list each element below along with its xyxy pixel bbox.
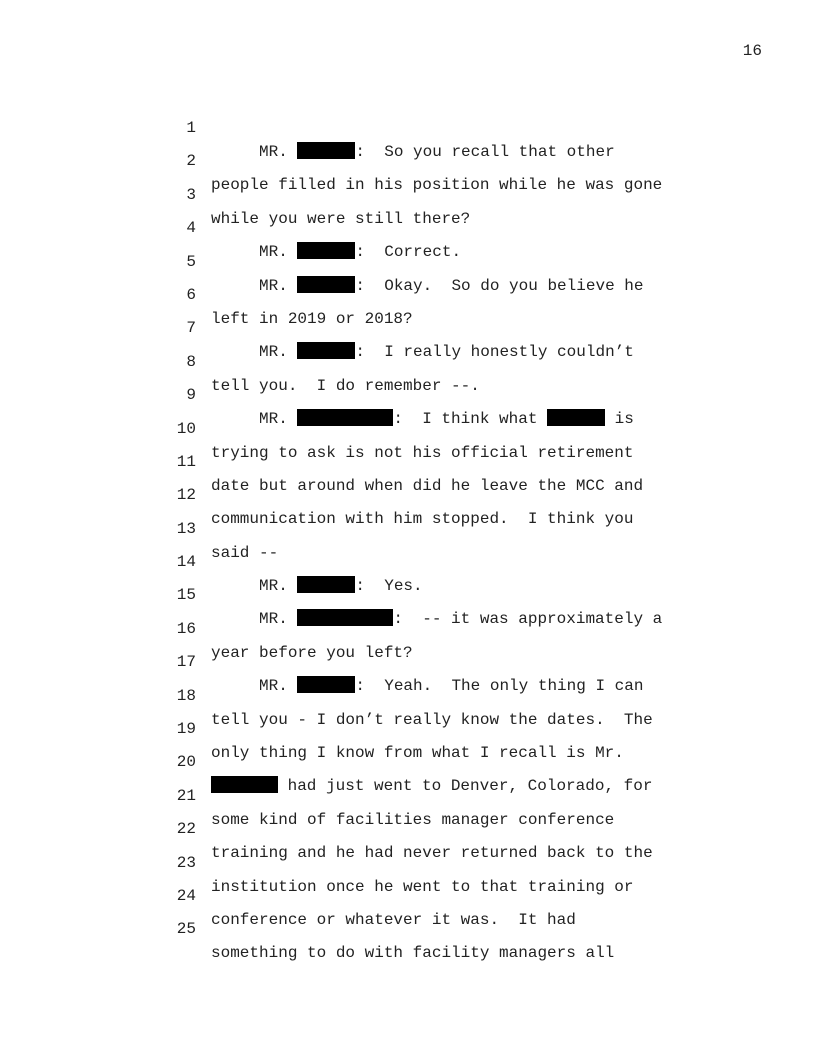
transcript-line (0, 292, 816, 362)
line-text: had just went to Denver, Colorado, for (211, 774, 652, 798)
line-text: something to do with facility managers all (211, 944, 615, 963)
line-text: only thing I know from what I recall is Mr. (211, 744, 624, 763)
line-text: said -- (211, 543, 279, 562)
line-number: 12 (176, 486, 196, 505)
line-number: 1 (186, 119, 196, 137)
line-number: 18 (176, 686, 196, 705)
line-number: 15 (176, 586, 196, 605)
line-number: 25 (176, 920, 196, 939)
line-number: 6 (186, 285, 196, 304)
transcript-line (0, 660, 816, 729)
transcript-line (0, 259, 816, 328)
line-number: 7 (186, 319, 196, 338)
line-number: 19 (176, 720, 196, 739)
line-number: 20 (176, 753, 196, 772)
line-text: MR. : So you recall that other (211, 143, 615, 161)
transcript-line (0, 125, 816, 195)
transcript-line (0, 326, 816, 395)
line-text: MR. : Okay. So do you believe he (211, 276, 644, 295)
line-number: 3 (186, 185, 196, 204)
transcript-line (0, 226, 816, 295)
line-text: training and he had never returned back to the (211, 844, 653, 863)
page-number: 16 (742, 42, 762, 60)
line-text: MR. : Yes. (211, 577, 423, 596)
transcript-line (0, 159, 816, 228)
line-text: institution once he went to that training or (211, 877, 634, 896)
line-text: MR. : -- it was approximately a (211, 610, 663, 629)
line-number: 14 (176, 553, 196, 572)
line-number: 23 (176, 853, 196, 872)
line-text: year before you left? (211, 643, 413, 662)
line-text: MR. : Yeah. The only thing I can (211, 677, 644, 696)
line-number: 17 (176, 653, 196, 672)
transcript-line (0, 192, 816, 262)
transcript-body (0, 92, 816, 963)
line-text: date but around when did he leave the MCC and (211, 476, 644, 495)
line-number: 10 (176, 419, 196, 438)
line-text: communication with him stopped. I think you (211, 510, 634, 529)
line-text: some kind of facilities manager conference (211, 810, 615, 829)
line-number: 11 (176, 452, 196, 471)
line-number: 5 (186, 252, 196, 271)
line-number: 9 (186, 386, 196, 405)
line-text: people filled in his position while he was gone (211, 176, 663, 195)
line-text: tell you - I don’t really know the dates. The (211, 710, 653, 729)
line-text: MR. : Correct. (211, 243, 462, 262)
line-text: MR. : I really honestly couldn’t (211, 343, 634, 362)
transcript-line (0, 92, 816, 161)
transcript-line (0, 860, 816, 929)
transcript-line (0, 760, 816, 829)
line-number: 4 (186, 219, 196, 238)
line-text: conference or whatever it was. It had (211, 910, 576, 929)
line-text: left in 2019 or 2018? (211, 309, 413, 328)
transcript-line (0, 493, 816, 562)
line-number: 16 (176, 619, 196, 638)
line-text: while you were still there? (211, 209, 471, 228)
transcript-line (0, 593, 816, 662)
line-text: trying to ask is not his official retirement (211, 443, 634, 462)
line-number: 24 (176, 886, 196, 905)
line-number: 21 (176, 786, 196, 805)
line-number: 8 (186, 352, 196, 371)
line-text: tell you. I do remember --. (211, 376, 480, 395)
line-text: MR. : I think what is (211, 410, 634, 429)
transcript-line (0, 426, 816, 495)
line-number: 13 (176, 519, 196, 538)
line-number: 2 (186, 152, 196, 171)
transcript-line (0, 893, 816, 963)
line-number: 22 (176, 820, 196, 839)
